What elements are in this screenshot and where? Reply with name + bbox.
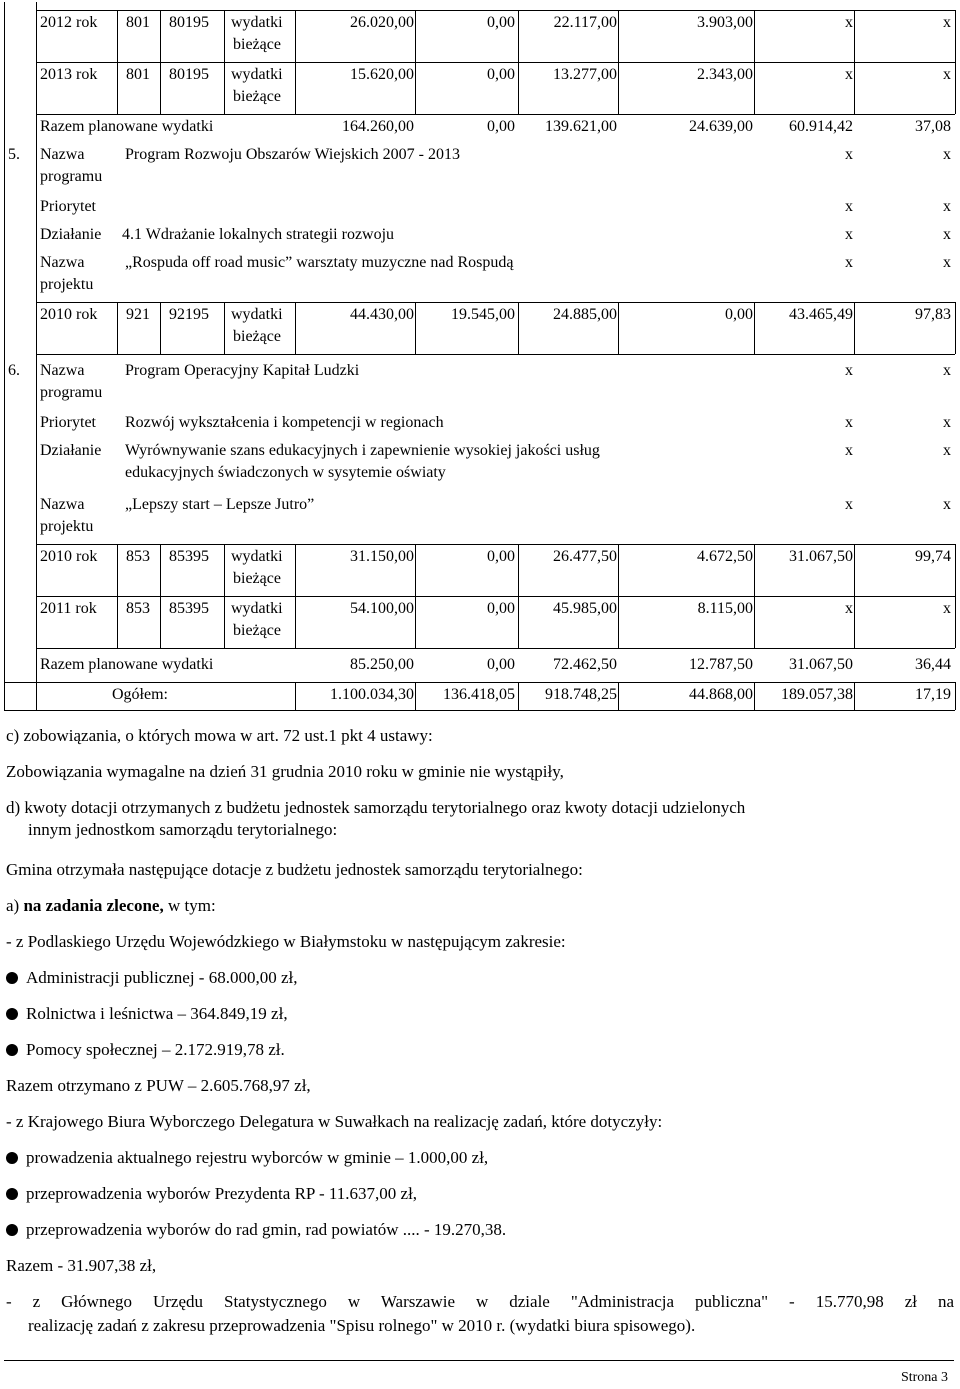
table-cell: bieżące xyxy=(233,570,281,587)
amount-cell: x xyxy=(845,146,853,163)
summary-label: Razem planowane wydatki xyxy=(40,656,214,673)
amount-cell: 139.621,00 xyxy=(545,118,617,135)
column-border xyxy=(754,302,755,354)
amount-cell: 43.465,49 xyxy=(789,306,853,323)
column-border xyxy=(415,302,416,354)
paragraph-text: przeprowadzenia wyborów Prezydenta RP - 11.637,00 zł, xyxy=(26,1184,418,1203)
paragraph-text: - z Krajowego Biura Wyborczego Delegatura w Suwałkach na realizację zadań, które dotyczyły: xyxy=(6,1112,663,1131)
amount-cell: x xyxy=(943,600,951,617)
table-cell: 85395 xyxy=(169,600,209,617)
bullet-icon xyxy=(6,1188,18,1200)
amount-cell: 136.418,05 xyxy=(443,686,515,703)
row-border xyxy=(36,544,955,545)
paragraph-text: Pomocy społecznej – 2.172.919,78 zł. xyxy=(26,1040,285,1059)
amount-cell: 54.100,00 xyxy=(350,600,414,617)
amount-cell: 1.100.034,30 xyxy=(330,686,414,703)
column-border xyxy=(415,544,416,596)
amount-cell: 13.277,00 xyxy=(553,66,617,83)
column-border xyxy=(224,62,225,114)
amount-cell: 97,83 xyxy=(915,306,951,323)
amount-cell: x xyxy=(943,442,951,459)
bullet-item xyxy=(6,1220,506,1240)
column-border xyxy=(754,596,755,648)
description-text: Rozwój wykształcenia i kompetencji w regionach xyxy=(125,414,444,431)
table-cell: 2012 rok xyxy=(40,14,98,31)
amount-cell: x xyxy=(845,496,853,513)
row-label: programu xyxy=(40,168,103,185)
amount-cell: 918.748,25 xyxy=(545,686,617,703)
paragraph-text: Rolnictwa i leśnictwa – 364.849,19 zł, xyxy=(26,1004,288,1023)
paragraph-text: Razem - 31.907,38 zł, xyxy=(6,1256,157,1275)
section-number: 5. xyxy=(8,146,20,163)
column-border xyxy=(4,682,5,710)
column-border xyxy=(618,62,619,114)
amount-cell: 31.067,50 xyxy=(789,548,853,565)
amount-cell: 17,19 xyxy=(915,686,951,703)
paragraph-line xyxy=(6,1076,311,1096)
amount-cell: x xyxy=(845,66,853,83)
description-text: Program Operacyjny Kapitał Ludzki xyxy=(125,362,360,379)
column-border xyxy=(754,544,755,596)
amount-cell: 0,00 xyxy=(487,66,515,83)
paragraph-line xyxy=(28,1316,695,1336)
row-border xyxy=(36,354,955,355)
row-label: Priorytet xyxy=(40,414,96,431)
bullet-item xyxy=(6,1004,288,1024)
column-border xyxy=(295,302,296,354)
column-border xyxy=(518,596,519,648)
paragraph-text: realizację zadań z zakresu przeprowadzenia "Spisu rolnego" w 2010 r. (wydatki biura spisowego). xyxy=(28,1316,696,1335)
paragraph-text: w tym: xyxy=(163,896,216,915)
column-border xyxy=(415,596,416,648)
table-cell: 921 xyxy=(126,306,150,323)
column-border xyxy=(854,596,855,648)
amount-cell: 44.868,00 xyxy=(689,686,753,703)
paragraph-text: Gmina otrzymała następujące dotacje z budżetu jednostek samorządu terytorialnego: xyxy=(6,860,583,879)
column-border xyxy=(754,62,755,114)
table-cell: 853 xyxy=(126,600,150,617)
bullet-item xyxy=(6,1148,488,1168)
column-border xyxy=(295,544,296,596)
amount-cell: x xyxy=(943,496,951,513)
column-border xyxy=(955,544,956,596)
table-cell: 92195 xyxy=(169,306,209,323)
table-cell: 85395 xyxy=(169,548,209,565)
column-border xyxy=(295,596,296,648)
table-cell: 801 xyxy=(126,14,150,31)
page-number: Strona 3 xyxy=(900,1370,948,1385)
row-label: Nazwa xyxy=(40,496,85,513)
column-border xyxy=(618,10,619,62)
paragraph-text: c) zobowiązania, o których mowa w art. 72 ust.1 pkt 4 ustawy: xyxy=(6,726,433,745)
bullet-icon xyxy=(6,1008,18,1020)
amount-cell: x xyxy=(943,198,951,215)
paragraph-line xyxy=(6,762,564,782)
amount-cell: 164.260,00 xyxy=(342,118,414,135)
amount-cell: 0,00 xyxy=(487,656,515,673)
column-border xyxy=(955,596,956,648)
column-border xyxy=(224,302,225,354)
column-border xyxy=(518,62,519,114)
column-border xyxy=(295,10,296,62)
amount-cell: x xyxy=(845,362,853,379)
column-border xyxy=(160,544,161,596)
column-border xyxy=(854,10,855,62)
bullet-icon xyxy=(6,1152,18,1164)
amount-cell: x xyxy=(845,14,853,31)
table-cell: 2011 rok xyxy=(40,600,97,617)
column-border xyxy=(518,682,519,710)
table-inner-left-border xyxy=(36,2,37,710)
amount-cell: 12.787,50 xyxy=(689,656,753,673)
row-label: Działanie xyxy=(40,442,102,459)
summary-label: Razem planowane wydatki xyxy=(40,118,214,135)
column-border xyxy=(955,62,956,114)
table-cell: 2013 rok xyxy=(40,66,98,83)
paragraph-line xyxy=(6,1292,954,1312)
bullet-icon xyxy=(6,1044,18,1056)
paragraph-text: - z Głównego Urzędu Statystycznego w Warszawie w dziale "Administracja publiczna" - 15.770,98 zł na xyxy=(6,1292,954,1311)
amount-cell: 3.903,00 xyxy=(697,14,753,31)
table-cell: 80195 xyxy=(169,14,209,31)
table-cell: 801 xyxy=(126,66,150,83)
paragraph-text: prowadzenia aktualnego rejestru wyborców w gminie – 1.000,00 zł, xyxy=(26,1148,489,1167)
bullet-item xyxy=(6,1184,417,1204)
column-border xyxy=(518,302,519,354)
list-marker: a) xyxy=(6,896,24,915)
column-border xyxy=(160,10,161,62)
amount-cell: 31.067,50 xyxy=(789,656,853,673)
paragraph-line xyxy=(6,1256,156,1276)
paragraph-line xyxy=(28,820,337,840)
column-border xyxy=(224,10,225,62)
row-label: Nazwa xyxy=(40,146,85,163)
paragraph-text: Zobowiązania wymagalne na dzień 31 grudnia 2010 roku w gminie nie wystąpiły, xyxy=(6,762,564,781)
paragraph-text: Administracji publicznej - 68.000,00 zł, xyxy=(26,968,298,987)
amount-cell: x xyxy=(845,226,853,243)
table-cell: 2010 rok xyxy=(40,548,98,565)
column-border xyxy=(415,682,416,710)
amount-cell: 85.250,00 xyxy=(350,656,414,673)
row-label: Nazwa xyxy=(40,362,85,379)
bullet-item xyxy=(6,1040,285,1060)
paragraph-text: d) kwoty dotacji otrzymanych z budżetu jednostek samorządu terytorialnego oraz kwoty dotacji udzielonych xyxy=(6,798,746,817)
section-number: 6. xyxy=(8,362,20,379)
column-border xyxy=(415,62,416,114)
column-border xyxy=(160,302,161,354)
paragraph-text: innym jednostkom samorządu terytorialnego: xyxy=(28,820,338,839)
paragraph-line xyxy=(6,896,216,916)
amount-cell: 26.477,50 xyxy=(553,548,617,565)
amount-cell: 0,00 xyxy=(725,306,753,323)
row-label: projektu xyxy=(40,518,94,535)
bullet-item xyxy=(6,968,297,988)
amount-cell: 15.620,00 xyxy=(350,66,414,83)
column-border xyxy=(224,544,225,596)
row-border xyxy=(36,10,955,11)
column-border xyxy=(955,302,956,354)
amount-cell: 24.885,00 xyxy=(553,306,617,323)
amount-cell: x xyxy=(845,198,853,215)
column-border xyxy=(754,10,755,62)
row-border xyxy=(36,302,955,303)
column-border xyxy=(618,596,619,648)
amount-cell: 26.020,00 xyxy=(350,14,414,31)
row-label: Priorytet xyxy=(40,198,96,215)
amount-cell: 44.430,00 xyxy=(350,306,414,323)
column-border xyxy=(518,544,519,596)
paragraph-line xyxy=(6,860,583,880)
column-border xyxy=(160,596,161,648)
description-text: edukacyjnych świadczonych w sysytemie oświaty xyxy=(125,464,446,481)
paragraph-line xyxy=(6,798,745,818)
table-cell: 80195 xyxy=(169,66,209,83)
column-border xyxy=(854,302,855,354)
amount-cell: 0,00 xyxy=(487,548,515,565)
footer-rule xyxy=(4,1360,954,1361)
table-cell: 2010 rok xyxy=(40,306,98,323)
description-text: 4.1 Wdrażanie lokalnych strategii rozwoju xyxy=(122,226,395,243)
amount-cell: 60.914,42 xyxy=(789,118,853,135)
table-cell: wydatki xyxy=(231,600,283,617)
amount-cell: 99,74 xyxy=(915,548,951,565)
amount-cell: 0,00 xyxy=(487,14,515,31)
column-border xyxy=(295,62,296,114)
amount-cell: x xyxy=(943,66,951,83)
paragraph-line xyxy=(6,932,566,952)
paragraph-line xyxy=(6,1112,662,1132)
amount-cell: x xyxy=(845,254,853,271)
row-border xyxy=(36,114,955,115)
amount-cell: 31.150,00 xyxy=(350,548,414,565)
row-label: Nazwa xyxy=(40,254,85,271)
amount-cell: 22.117,00 xyxy=(553,14,617,31)
amount-cell: x xyxy=(845,414,853,431)
description-text: Wyrównywanie szans edukacyjnych i zapewnienie wysokiej jakości usług xyxy=(125,442,600,459)
column-border xyxy=(117,544,118,596)
amount-cell: x xyxy=(943,226,951,243)
amount-cell: x xyxy=(943,362,951,379)
column-border xyxy=(618,682,619,710)
column-border xyxy=(160,62,161,114)
table-cell: wydatki xyxy=(231,14,283,31)
description-text: Program Rozwoju Obszarów Wiejskich 2007 - 2013 xyxy=(125,146,461,163)
amount-cell: x xyxy=(943,254,951,271)
amount-cell: 19.545,00 xyxy=(451,306,515,323)
table-left-border xyxy=(4,2,5,710)
row-label: projektu xyxy=(40,276,94,293)
column-border xyxy=(955,682,956,710)
row-border xyxy=(36,648,955,649)
row-border xyxy=(36,62,955,63)
column-border xyxy=(295,682,296,710)
row-border xyxy=(36,596,955,597)
bullet-icon xyxy=(6,972,18,984)
amount-cell: 72.462,50 xyxy=(553,656,617,673)
row-label: Działanie xyxy=(40,226,102,243)
table-cell: wydatki xyxy=(231,66,283,83)
paragraph-line xyxy=(6,726,433,746)
column-border xyxy=(955,10,956,62)
amount-cell: 4.672,50 xyxy=(697,548,753,565)
amount-cell: x xyxy=(845,600,853,617)
column-border xyxy=(854,62,855,114)
amount-cell: x xyxy=(943,146,951,163)
column-border xyxy=(117,62,118,114)
column-border xyxy=(618,302,619,354)
description-text: „Lepszy start – Lepsze Jutro” xyxy=(125,496,315,513)
table-cell: wydatki xyxy=(231,548,283,565)
column-border xyxy=(618,544,619,596)
column-border xyxy=(518,10,519,62)
total-label: Ogółem: xyxy=(112,686,168,703)
amount-cell: 8.115,00 xyxy=(697,600,753,617)
column-border xyxy=(754,682,755,710)
row-border xyxy=(4,682,955,683)
column-border xyxy=(117,10,118,62)
amount-cell: 189.057,38 xyxy=(781,686,853,703)
paragraph-text: - z Podlaskiego Urzędu Wojewódzkiego w Białymstoku w następującym zakresie: xyxy=(6,932,566,951)
amount-cell: 45.985,00 xyxy=(553,600,617,617)
amount-cell: 0,00 xyxy=(487,600,515,617)
row-label: programu xyxy=(40,384,103,401)
table-cell: 853 xyxy=(126,548,150,565)
paragraph-text: Razem otrzymano z PUW – 2.605.768,97 zł, xyxy=(6,1076,311,1095)
column-border xyxy=(117,596,118,648)
column-border xyxy=(854,682,855,710)
amount-cell: x xyxy=(845,442,853,459)
amount-cell: 2.343,00 xyxy=(697,66,753,83)
amount-cell: 0,00 xyxy=(487,118,515,135)
amount-cell: 36,44 xyxy=(915,656,951,673)
column-border xyxy=(854,544,855,596)
paragraph-text: przeprowadzenia wyborów do rad gmin, rad powiatów .... - 19.270,38. xyxy=(26,1220,507,1239)
table-cell: bieżące xyxy=(233,36,281,53)
column-border xyxy=(224,596,225,648)
bullet-icon xyxy=(6,1224,18,1236)
table-cell: bieżące xyxy=(233,88,281,105)
amount-cell: x xyxy=(943,14,951,31)
table-cell: bieżące xyxy=(233,328,281,345)
row-border xyxy=(4,710,955,711)
column-border xyxy=(415,10,416,62)
table-cell: wydatki xyxy=(231,306,283,323)
amount-cell: 37,08 xyxy=(915,118,951,135)
table-cell: bieżące xyxy=(233,622,281,639)
amount-cell: 24.639,00 xyxy=(689,118,753,135)
amount-cell: x xyxy=(943,414,951,431)
emphasis-text: na zadania zlecone, xyxy=(23,896,164,915)
column-border xyxy=(117,302,118,354)
description-text: „Rospuda off road music” warsztaty muzyczne nad Rospudą xyxy=(125,254,514,271)
